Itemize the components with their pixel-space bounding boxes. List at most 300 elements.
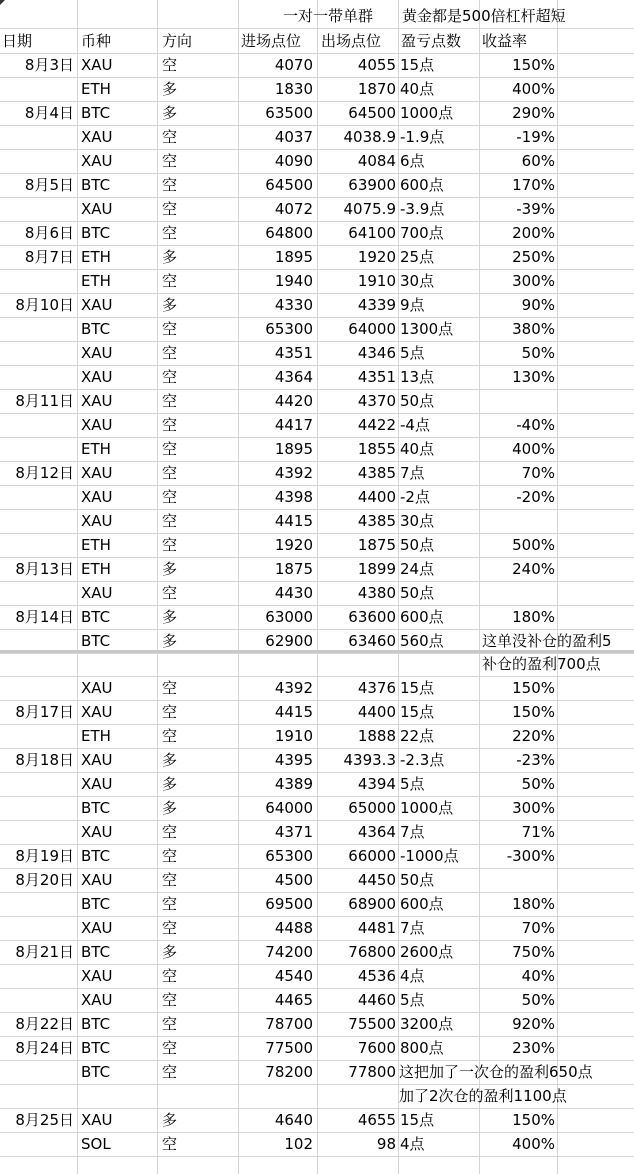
direction-cell[interactable]: 空 xyxy=(162,464,178,482)
direction-cell[interactable]: 多 xyxy=(162,104,178,122)
points-cell[interactable]: 15点 xyxy=(400,679,435,697)
exit-cell[interactable]: 68900 xyxy=(348,895,396,913)
date-cell[interactable]: 8月18日 xyxy=(15,751,74,769)
direction-cell[interactable]: 多 xyxy=(162,751,178,769)
exit-cell[interactable]: 4450 xyxy=(357,871,396,889)
direction-cell[interactable]: 空 xyxy=(162,1063,178,1081)
return-cell[interactable]: 150% xyxy=(512,679,555,697)
date-cell[interactable]: 8月25日 xyxy=(15,1111,74,1129)
exit-cell[interactable]: 4655 xyxy=(357,1111,396,1129)
points-cell[interactable]: 3200点 xyxy=(400,1015,454,1033)
coin-cell[interactable]: XAU xyxy=(81,56,113,74)
exit-cell[interactable]: 4038.9 xyxy=(343,128,396,146)
return-cell[interactable]: 400% xyxy=(512,440,555,458)
coin-cell[interactable]: XAU xyxy=(81,464,113,482)
return-cell[interactable]: 230% xyxy=(512,1039,555,1057)
direction-cell[interactable]: 空 xyxy=(162,919,178,937)
exit-cell[interactable]: 1910 xyxy=(357,272,396,290)
date-cell[interactable] xyxy=(0,773,77,796)
coin-cell[interactable]: ETH xyxy=(81,536,111,554)
points-cell[interactable]: 600点 xyxy=(400,176,444,194)
direction-cell[interactable]: 多 xyxy=(162,1111,178,1129)
entry-cell[interactable]: 74200 xyxy=(265,943,313,961)
points-cell[interactable]: 1000点 xyxy=(400,799,454,817)
direction-cell[interactable]: 空 xyxy=(162,536,178,554)
points-cell[interactable]: 50点 xyxy=(400,392,435,410)
return-cell[interactable]: -20% xyxy=(516,488,555,506)
points-cell[interactable]: 50点 xyxy=(400,871,435,889)
points-cell[interactable]: 15点 xyxy=(400,1111,435,1129)
date-cell[interactable] xyxy=(0,486,77,509)
entry-cell[interactable]: 64500 xyxy=(265,176,313,194)
coin-cell[interactable]: XAU xyxy=(81,296,113,314)
exit-cell[interactable]: 4385 xyxy=(357,464,396,482)
points-cell[interactable]: 700点 xyxy=(400,224,444,242)
points-cell[interactable]: 1000点 xyxy=(400,104,454,122)
entry-cell[interactable]: 4371 xyxy=(274,823,313,841)
entry-cell[interactable]: 4640 xyxy=(274,1111,313,1129)
direction-cell[interactable]: 空 xyxy=(162,703,178,721)
return-cell[interactable]: 400% xyxy=(512,1135,555,1153)
direction-cell[interactable]: 空 xyxy=(162,584,178,602)
exit-cell[interactable]: 1875 xyxy=(357,536,396,554)
points-cell[interactable]: 15点 xyxy=(400,703,435,721)
date-cell[interactable]: 8月4日 xyxy=(24,104,74,122)
direction-cell[interactable]: 空 xyxy=(162,200,178,218)
return-cell[interactable]: 170% xyxy=(512,176,555,194)
direction-cell[interactable]: 空 xyxy=(162,368,178,386)
date-cell[interactable] xyxy=(0,1133,77,1156)
coin-cell[interactable]: SOL xyxy=(81,1135,111,1153)
coin-cell[interactable]: ETH xyxy=(81,248,111,266)
entry-cell[interactable]: 1895 xyxy=(274,248,313,266)
points-cell[interactable]: 1300点 xyxy=(400,320,454,338)
return-cell[interactable]: 290% xyxy=(512,104,555,122)
points-cell[interactable]: 5点 xyxy=(400,775,425,793)
coin-cell[interactable]: XAU xyxy=(81,512,113,530)
points-cell[interactable]: 13点 xyxy=(400,368,435,386)
date-cell[interactable] xyxy=(0,414,77,437)
entry-cell[interactable]: 69500 xyxy=(265,895,313,913)
direction-cell[interactable]: 多 xyxy=(162,799,178,817)
coin-cell[interactable]: BTC xyxy=(81,1063,111,1081)
date-cell[interactable] xyxy=(0,510,77,533)
direction-cell[interactable]: 空 xyxy=(162,1135,178,1153)
return-cell[interactable]: -19% xyxy=(516,128,555,146)
date-cell[interactable] xyxy=(0,1061,77,1084)
date-cell[interactable] xyxy=(0,989,77,1012)
return-cell[interactable]: 300% xyxy=(512,272,555,290)
exit-cell[interactable]: 7600 xyxy=(357,1039,396,1057)
return-cell[interactable]: 250% xyxy=(512,248,555,266)
coin-cell[interactable]: BTC xyxy=(81,320,111,338)
entry-cell[interactable]: 1910 xyxy=(274,727,313,745)
date-cell[interactable] xyxy=(0,725,77,748)
entry-cell[interactable]: 77500 xyxy=(265,1039,313,1057)
date-cell[interactable]: 8月19日 xyxy=(15,847,74,865)
date-cell[interactable] xyxy=(0,270,77,293)
direction-cell[interactable]: 空 xyxy=(162,344,178,362)
coin-cell[interactable]: XAU xyxy=(81,344,113,362)
exit-cell[interactable]: 1870 xyxy=(357,80,396,98)
points-cell[interactable]: -4点 xyxy=(400,416,430,434)
coin-cell[interactable]: XAU xyxy=(81,823,113,841)
date-cell[interactable]: 8月10日 xyxy=(15,296,74,314)
exit-cell[interactable]: 4385 xyxy=(357,512,396,530)
coin-cell[interactable]: XAU xyxy=(81,871,113,889)
exit-cell[interactable]: 1888 xyxy=(357,727,396,745)
entry-cell[interactable]: 62900 xyxy=(265,632,313,650)
points-cell[interactable]: 600点 xyxy=(400,895,444,913)
points-cell[interactable]: 22点 xyxy=(400,727,435,745)
direction-cell[interactable]: 空 xyxy=(162,392,178,410)
exit-cell[interactable]: 1920 xyxy=(357,248,396,266)
coin-cell[interactable]: XAU xyxy=(81,991,113,1009)
exit-cell[interactable]: 4364 xyxy=(357,823,396,841)
points-cell[interactable]: -3.9点 xyxy=(400,200,445,218)
exit-cell[interactable]: 4400 xyxy=(357,488,396,506)
direction-cell[interactable]: 空 xyxy=(162,1015,178,1033)
direction-cell[interactable]: 空 xyxy=(162,679,178,697)
entry-cell[interactable]: 4465 xyxy=(274,991,313,1009)
return-cell[interactable]: 70% xyxy=(521,919,555,937)
direction-cell[interactable]: 空 xyxy=(162,823,178,841)
return-cell[interactable]: 200% xyxy=(512,224,555,242)
return-cell[interactable]: 240% xyxy=(512,560,555,578)
points-cell[interactable]: 25点 xyxy=(400,248,435,266)
points-cell[interactable]: 15点 xyxy=(400,56,435,74)
exit-cell[interactable]: 1855 xyxy=(357,440,396,458)
coin-cell[interactable]: BTC xyxy=(81,1015,111,1033)
date-cell[interactable]: 8月12日 xyxy=(15,464,74,482)
points-cell[interactable]: 5点 xyxy=(400,344,425,362)
note-cell[interactable]: 加了2次仓的盈利1100点 xyxy=(399,1087,567,1105)
return-cell[interactable]: 150% xyxy=(512,703,555,721)
exit-cell[interactable]: 4351 xyxy=(357,368,396,386)
direction-cell[interactable]: 空 xyxy=(162,895,178,913)
note-cell[interactable]: 这把加了一次仓的盈利650点 xyxy=(399,1063,593,1081)
points-cell[interactable]: 7点 xyxy=(400,823,425,841)
coin-cell[interactable]: XAU xyxy=(81,1111,113,1129)
coin-cell[interactable]: BTC xyxy=(81,224,111,242)
coin-cell[interactable]: XAU xyxy=(81,751,113,769)
return-cell[interactable] xyxy=(480,390,557,413)
coin-cell[interactable]: XAU xyxy=(81,488,113,506)
direction-cell[interactable]: 空 xyxy=(162,152,178,170)
exit-cell[interactable]: 98 xyxy=(376,1135,396,1153)
return-cell[interactable]: 380% xyxy=(512,320,555,338)
direction-cell[interactable]: 多 xyxy=(162,296,178,314)
entry-cell[interactable]: 4364 xyxy=(274,368,313,386)
return-cell[interactable]: 150% xyxy=(512,56,555,74)
entry-cell[interactable]: 4351 xyxy=(274,344,313,362)
direction-cell[interactable]: 空 xyxy=(162,56,178,74)
date-cell[interactable]: 8月5日 xyxy=(24,176,74,194)
date-cell[interactable]: 8月21日 xyxy=(15,943,74,961)
exit-cell[interactable]: 4055 xyxy=(357,56,396,74)
points-cell[interactable]: 560点 xyxy=(400,632,444,650)
date-cell[interactable]: 8月3日 xyxy=(24,56,74,74)
exit-cell[interactable]: 4422 xyxy=(357,416,396,434)
exit-cell[interactable]: 64100 xyxy=(348,224,396,242)
date-cell[interactable]: 8月6日 xyxy=(24,224,74,242)
coin-cell[interactable]: ETH xyxy=(81,440,111,458)
title-left-cell[interactable]: 一对一带单群 xyxy=(283,7,374,25)
direction-cell[interactable]: 空 xyxy=(162,871,178,889)
direction-cell[interactable]: 多 xyxy=(162,560,178,578)
entry-cell[interactable]: 4430 xyxy=(274,584,313,602)
header-entry[interactable]: 进场点位 xyxy=(241,32,302,50)
entry-cell[interactable]: 4037 xyxy=(274,128,313,146)
return-cell[interactable]: -23% xyxy=(516,751,555,769)
return-cell[interactable]: -40% xyxy=(516,416,555,434)
entry-cell[interactable]: 4330 xyxy=(274,296,313,314)
exit-cell[interactable]: 1899 xyxy=(357,560,396,578)
date-cell[interactable] xyxy=(0,677,77,700)
exit-cell[interactable]: 77800 xyxy=(348,1063,396,1081)
exit-cell[interactable]: 4084 xyxy=(357,152,396,170)
direction-cell[interactable]: 空 xyxy=(162,272,178,290)
coin-cell[interactable]: BTC xyxy=(81,608,111,626)
note-cell[interactable]: 这单没补仓的盈利5 xyxy=(482,632,612,650)
entry-cell[interactable]: 4415 xyxy=(274,512,313,530)
note-cell[interactable]: 补仓的盈利700点 xyxy=(482,655,601,673)
direction-cell[interactable]: 空 xyxy=(162,416,178,434)
return-cell[interactable] xyxy=(480,869,557,892)
exit-cell[interactable]: 4339 xyxy=(357,296,396,314)
return-cell[interactable]: 71% xyxy=(521,823,555,841)
entry-cell[interactable]: 65300 xyxy=(265,320,313,338)
entry-cell[interactable]: 1940 xyxy=(274,272,313,290)
direction-cell[interactable]: 空 xyxy=(162,847,178,865)
date-cell[interactable] xyxy=(0,198,77,221)
entry-cell[interactable]: 4389 xyxy=(274,775,313,793)
coin-cell[interactable]: BTC xyxy=(81,847,111,865)
entry-cell[interactable]: 4395 xyxy=(274,751,313,769)
exit-cell[interactable]: 4393.3 xyxy=(343,751,396,769)
date-cell[interactable] xyxy=(0,126,77,149)
entry-cell[interactable]: 4072 xyxy=(274,200,313,218)
points-cell[interactable]: 600点 xyxy=(400,608,444,626)
entry-cell[interactable]: 63500 xyxy=(265,104,313,122)
date-cell[interactable]: 8月11日 xyxy=(15,392,74,410)
coin-cell[interactable]: BTC xyxy=(81,1039,111,1057)
exit-cell[interactable]: 4481 xyxy=(357,919,396,937)
coin-cell[interactable]: ETH xyxy=(81,560,111,578)
return-cell[interactable]: 400% xyxy=(512,80,555,98)
entry-cell[interactable]: 65300 xyxy=(265,847,313,865)
date-cell[interactable] xyxy=(0,534,77,557)
entry-cell[interactable]: 4392 xyxy=(274,679,313,697)
coin-cell[interactable]: XAU xyxy=(81,775,113,793)
entry-cell[interactable]: 4417 xyxy=(274,416,313,434)
entry-cell[interactable]: 4500 xyxy=(274,871,313,889)
points-cell[interactable]: 2600点 xyxy=(400,943,454,961)
coin-cell[interactable]: ETH xyxy=(81,272,111,290)
entry-cell[interactable]: 1895 xyxy=(274,440,313,458)
coin-cell[interactable]: XAU xyxy=(81,919,113,937)
return-cell[interactable] xyxy=(480,510,557,533)
coin-cell[interactable]: BTC xyxy=(81,176,111,194)
return-cell[interactable]: 40% xyxy=(521,967,555,985)
points-cell[interactable]: 9点 xyxy=(400,296,425,314)
direction-cell[interactable]: 多 xyxy=(162,775,178,793)
date-cell[interactable] xyxy=(0,797,77,820)
direction-cell[interactable]: 空 xyxy=(162,967,178,985)
return-cell[interactable]: 50% xyxy=(521,344,555,362)
header-date[interactable]: 日期 xyxy=(2,32,33,50)
coin-cell[interactable]: XAU xyxy=(81,584,113,602)
coin-cell[interactable]: XAU xyxy=(81,679,113,697)
entry-cell[interactable]: 63000 xyxy=(265,608,313,626)
points-cell[interactable]: 30点 xyxy=(400,272,435,290)
direction-cell[interactable]: 空 xyxy=(162,991,178,1009)
points-cell[interactable]: 30点 xyxy=(400,512,435,530)
direction-cell[interactable]: 多 xyxy=(162,608,178,626)
return-cell[interactable] xyxy=(480,582,557,605)
coin-cell[interactable]: XAU xyxy=(81,416,113,434)
return-cell[interactable]: 90% xyxy=(521,296,555,314)
points-cell[interactable]: 24点 xyxy=(400,560,435,578)
date-cell[interactable]: 8月24日 xyxy=(15,1039,74,1057)
date-cell[interactable] xyxy=(0,438,77,461)
points-cell[interactable]: 4点 xyxy=(400,967,425,985)
date-cell[interactable] xyxy=(0,893,77,916)
points-cell[interactable]: 40点 xyxy=(400,440,435,458)
points-cell[interactable]: 7点 xyxy=(400,464,425,482)
entry-cell[interactable]: 4398 xyxy=(274,488,313,506)
return-cell[interactable]: 130% xyxy=(512,368,555,386)
points-cell[interactable]: 40点 xyxy=(400,80,435,98)
header-coin[interactable]: 币种 xyxy=(81,32,112,50)
coin-cell[interactable]: BTC xyxy=(81,799,111,817)
exit-cell[interactable]: 75500 xyxy=(348,1015,396,1033)
exit-cell[interactable]: 63460 xyxy=(348,632,396,650)
points-cell[interactable]: 4点 xyxy=(400,1135,425,1153)
entry-cell[interactable]: 4090 xyxy=(274,152,313,170)
coin-cell[interactable]: BTC xyxy=(81,943,111,961)
direction-cell[interactable]: 空 xyxy=(162,488,178,506)
return-cell[interactable]: 500% xyxy=(512,536,555,554)
points-cell[interactable]: 6点 xyxy=(400,152,425,170)
return-cell[interactable]: 70% xyxy=(521,464,555,482)
exit-cell[interactable]: 4380 xyxy=(357,584,396,602)
date-cell[interactable] xyxy=(0,917,77,940)
direction-cell[interactable]: 空 xyxy=(162,727,178,745)
coin-cell[interactable]: XAU xyxy=(81,967,113,985)
exit-cell[interactable]: 63900 xyxy=(348,176,396,194)
exit-cell[interactable]: 76800 xyxy=(348,943,396,961)
date-cell[interactable] xyxy=(0,366,77,389)
date-cell[interactable] xyxy=(0,965,77,988)
exit-cell[interactable]: 64500 xyxy=(348,104,396,122)
exit-cell[interactable]: 4075.9 xyxy=(343,200,396,218)
coin-cell[interactable]: XAU xyxy=(81,200,113,218)
header-exit[interactable]: 出场点位 xyxy=(321,32,382,50)
entry-cell[interactable]: 1920 xyxy=(274,536,313,554)
return-cell[interactable]: 300% xyxy=(512,799,555,817)
entry-cell[interactable]: 1830 xyxy=(274,80,313,98)
exit-cell[interactable]: 4400 xyxy=(357,703,396,721)
exit-cell[interactable]: 4376 xyxy=(357,679,396,697)
direction-cell[interactable]: 空 xyxy=(162,320,178,338)
date-cell[interactable]: 8月13日 xyxy=(15,560,74,578)
points-cell[interactable]: -2点 xyxy=(400,488,430,506)
date-cell[interactable]: 8月22日 xyxy=(15,1015,74,1033)
header-return[interactable]: 收益率 xyxy=(482,32,528,50)
return-cell[interactable]: 150% xyxy=(512,1111,555,1129)
exit-cell[interactable]: 66000 xyxy=(348,847,396,865)
entry-cell[interactable]: 4420 xyxy=(274,392,313,410)
points-cell[interactable]: 800点 xyxy=(400,1039,444,1057)
exit-cell[interactable]: 4394 xyxy=(357,775,396,793)
header-points[interactable]: 盈亏点数 xyxy=(401,32,462,50)
exit-cell[interactable]: 65000 xyxy=(348,799,396,817)
entry-cell[interactable]: 4392 xyxy=(274,464,313,482)
date-cell[interactable]: 8月20日 xyxy=(15,871,74,889)
date-cell[interactable]: 8月17日 xyxy=(15,703,74,721)
coin-cell[interactable]: BTC xyxy=(81,895,111,913)
entry-cell[interactable]: 78200 xyxy=(265,1063,313,1081)
direction-cell[interactable]: 空 xyxy=(162,224,178,242)
return-cell[interactable]: 50% xyxy=(521,775,555,793)
return-cell[interactable]: -300% xyxy=(506,847,555,865)
coin-cell[interactable]: XAU xyxy=(81,152,113,170)
exit-cell[interactable]: 4460 xyxy=(357,991,396,1009)
return-cell[interactable]: -39% xyxy=(516,200,555,218)
date-cell[interactable] xyxy=(0,150,77,173)
date-cell[interactable] xyxy=(0,78,77,101)
points-cell[interactable]: 50点 xyxy=(400,584,435,602)
entry-cell[interactable]: 4415 xyxy=(274,703,313,721)
direction-cell[interactable]: 空 xyxy=(162,1039,178,1057)
points-cell[interactable]: -1000点 xyxy=(400,847,459,865)
coin-cell[interactable]: XAU xyxy=(81,392,113,410)
exit-cell[interactable]: 63600 xyxy=(348,608,396,626)
return-cell[interactable]: 60% xyxy=(521,152,555,170)
coin-cell[interactable]: XAU xyxy=(81,368,113,386)
coin-cell[interactable]: XAU xyxy=(81,128,113,146)
direction-cell[interactable]: 空 xyxy=(162,512,178,530)
entry-cell[interactable]: 78700 xyxy=(265,1015,313,1033)
exit-cell[interactable]: 4536 xyxy=(357,967,396,985)
points-cell[interactable]: 50点 xyxy=(400,536,435,554)
entry-cell[interactable]: 4070 xyxy=(274,56,313,74)
return-cell[interactable]: 180% xyxy=(512,608,555,626)
exit-cell[interactable]: 4370 xyxy=(357,392,396,410)
points-cell[interactable]: -2.3点 xyxy=(400,751,445,769)
direction-cell[interactable]: 多 xyxy=(162,80,178,98)
coin-cell[interactable]: ETH xyxy=(81,80,111,98)
exit-cell[interactable]: 64000 xyxy=(348,320,396,338)
return-cell[interactable]: 920% xyxy=(512,1015,555,1033)
date-cell[interactable]: 8月14日 xyxy=(15,608,74,626)
direction-cell[interactable]: 多 xyxy=(162,943,178,961)
date-cell[interactable]: 8月7日 xyxy=(24,248,74,266)
direction-cell[interactable]: 空 xyxy=(162,176,178,194)
direction-cell[interactable]: 多 xyxy=(162,248,178,266)
direction-cell[interactable]: 多 xyxy=(162,632,178,650)
return-cell[interactable]: 50% xyxy=(521,991,555,1009)
header-direction[interactable]: 方向 xyxy=(162,32,193,50)
date-cell[interactable] xyxy=(0,821,77,844)
coin-cell[interactable]: ETH xyxy=(81,727,111,745)
return-cell[interactable]: 750% xyxy=(512,943,555,961)
entry-cell[interactable]: 64800 xyxy=(265,224,313,242)
entry-cell[interactable]: 4540 xyxy=(274,967,313,985)
direction-cell[interactable]: 空 xyxy=(162,128,178,146)
return-cell[interactable]: 220% xyxy=(512,727,555,745)
